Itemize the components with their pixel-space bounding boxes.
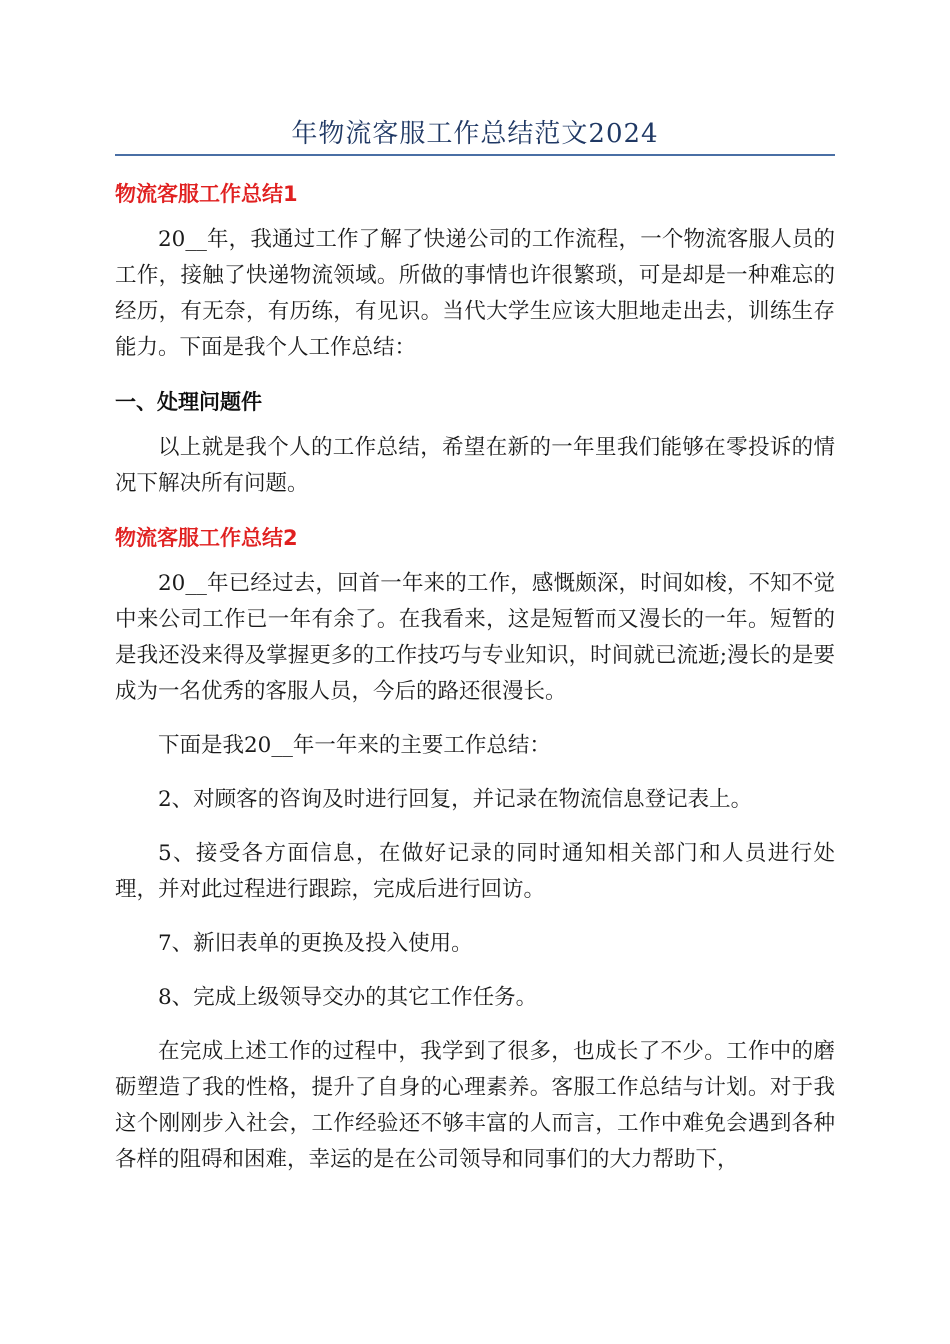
subheading-handle-issues: 一、处理问题件	[115, 390, 262, 414]
list-item: 7、新旧表单的更换及投入使用。	[158, 931, 473, 956]
paragraph: 在完成上述工作的过程中，我学到了很多，也成长了不少。工作中的磨砺塑造了我的性格，提升了自身的心理素养。客服工作总结与计划。对于我这个刚刚步入社会，工作经验还不够丰富的人而言，工作中难免会遇到各种各样的阻碍和困难，幸运的是在公司领导和同事们的大力帮助下，	[115, 1039, 835, 1172]
section-heading-1: 物流客服工作总结1	[115, 182, 298, 206]
document-body	[115, 176, 835, 1196]
paragraph: 下面是我20__年一年来的主要工作总结：	[158, 733, 551, 758]
list-item: 5、接受各方面信息，在做好记录的同时通知相关部门和人员进行处理，并对此过程进行跟踪，完成后进行回访。	[115, 841, 835, 902]
document-title: 年物流客服工作总结范文2024	[291, 119, 659, 149]
paragraph: 20__年，我通过工作了解了快递公司的工作流程，一个物流客服人员的工作，接触了快递物流领域。所做的事情也许很繁琐，可是却是一种难忘的经历，有无奈，有历练，有见识。当代大学生应该大胆地走出去，训练生存能力。下面是我个人工作总结：	[115, 227, 835, 360]
paragraph: 20__年已经过去，回首一年来的工作，感慨颇深，时间如梭，不知不觉中来公司工作已一年有余了。在我看来，这是短暂而又漫长的一年。短暂的是我还没来得及掌握更多的工作技巧与专业知识，时间就已流逝;漫长的是要成为一名优秀的客服人员，今后的路还很漫长。	[115, 571, 835, 704]
section-heading-2: 物流客服工作总结2	[115, 526, 298, 550]
list-item: 2、对顾客的咨询及时进行回复，并记录在物流信息登记表上。	[158, 787, 753, 812]
list-item: 8、完成上级领导交办的其它工作任务。	[158, 985, 538, 1010]
paragraph: 以上就是我个人的工作总结，希望在新的一年里我们能够在零投诉的情况下解决所有问题。	[115, 435, 835, 496]
title-divider	[115, 154, 835, 156]
